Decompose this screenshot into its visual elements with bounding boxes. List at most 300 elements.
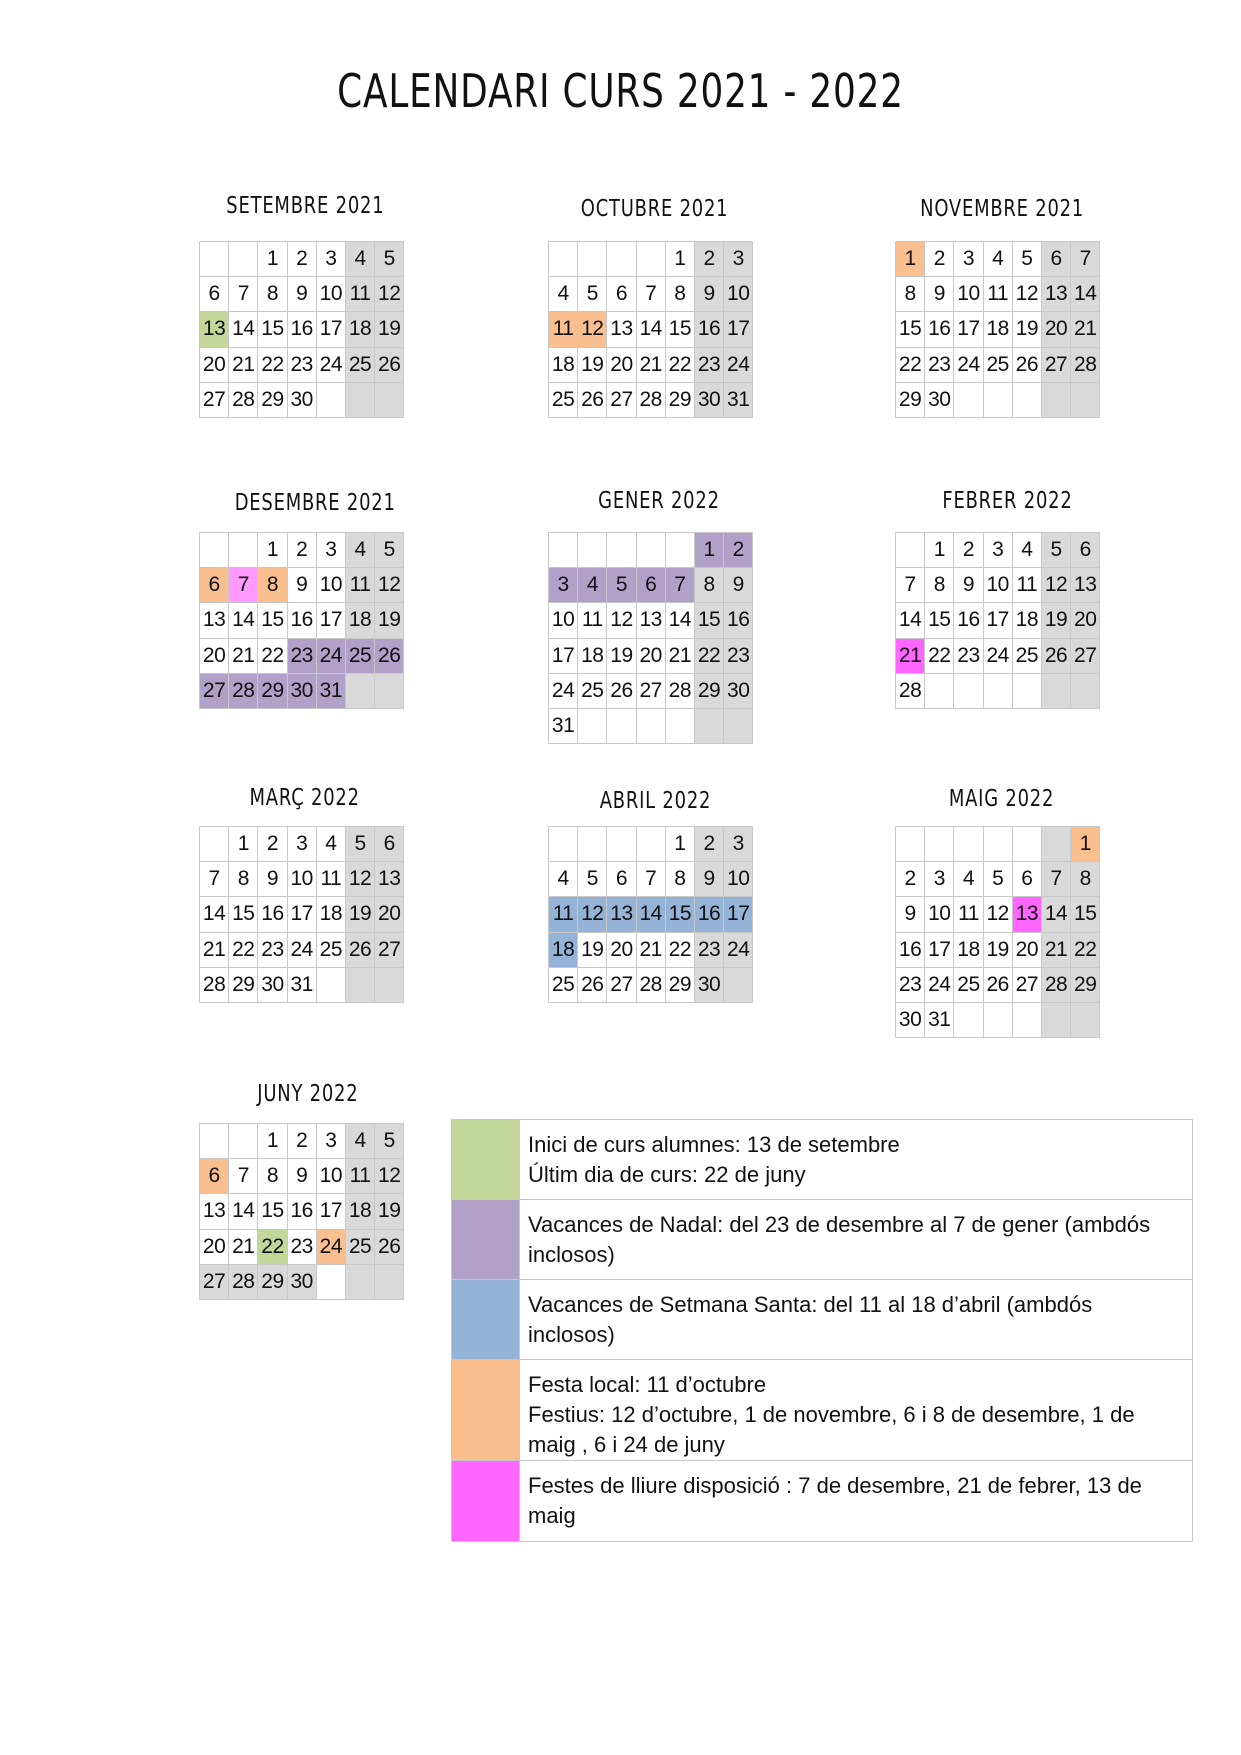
day-cell: 8 xyxy=(258,1159,287,1194)
week-row xyxy=(200,242,404,277)
day-cell: 17 xyxy=(925,932,954,967)
day-cell: 19 xyxy=(345,897,374,932)
day-cell: 19 xyxy=(375,312,404,347)
day-cell: 5 xyxy=(983,862,1012,897)
empty-cell xyxy=(925,673,954,708)
empty-cell xyxy=(200,1124,229,1159)
day-cell: 23 xyxy=(287,638,316,673)
day-cell: 11 xyxy=(1012,568,1041,603)
day-cell: 18 xyxy=(1012,603,1041,638)
week-row xyxy=(896,862,1100,897)
empty-cell xyxy=(229,242,258,277)
legend-text: Festes de lliure disposició : 7 de desembre, 21 de febrer, 13 de xyxy=(528,1473,1142,1498)
empty-cell xyxy=(1041,1002,1070,1037)
day-cell: 5 xyxy=(578,277,607,312)
month-grid xyxy=(895,826,1100,1038)
week-row xyxy=(200,568,404,603)
day-cell: 13 xyxy=(607,897,636,932)
day-cell: 7 xyxy=(1041,862,1070,897)
day-cell: 24 xyxy=(316,347,345,382)
day-cell: 27 xyxy=(1012,967,1041,1002)
legend-swatch xyxy=(452,1200,520,1280)
empty-cell xyxy=(375,1264,404,1299)
day-cell: 27 xyxy=(1071,638,1100,673)
legend-text: Inici de curs alumnes: 13 de setembre xyxy=(528,1132,900,1157)
day-cell: 24 xyxy=(316,1229,345,1264)
day-cell: 6 xyxy=(1041,242,1070,277)
day-cell: 4 xyxy=(549,277,578,312)
day-cell: 18 xyxy=(345,312,374,347)
day-cell: 6 xyxy=(200,1159,229,1194)
day-cell: 10 xyxy=(724,277,753,312)
day-cell: 10 xyxy=(316,568,345,603)
day-cell: 22 xyxy=(229,932,258,967)
day-cell: 23 xyxy=(896,967,925,1002)
empty-cell xyxy=(316,382,345,417)
month-title: JUNY 2022 xyxy=(257,1081,359,1107)
day-cell: 17 xyxy=(316,1194,345,1229)
day-cell: 22 xyxy=(694,638,723,673)
legend-text: Vacances de Nadal: del 23 de desembre al 7 de gener (ambdós xyxy=(528,1212,1151,1237)
day-cell: 4 xyxy=(549,862,578,897)
week-row xyxy=(549,533,753,568)
day-cell: 17 xyxy=(724,312,753,347)
day-cell: 9 xyxy=(694,277,723,312)
day-cell: 7 xyxy=(636,862,665,897)
day-cell: 4 xyxy=(1012,533,1041,568)
empty-cell xyxy=(549,533,578,568)
day-cell: 21 xyxy=(896,638,925,673)
day-cell: 8 xyxy=(694,568,723,603)
empty-cell xyxy=(896,827,925,862)
day-cell: 28 xyxy=(1071,347,1100,382)
week-row xyxy=(896,638,1100,673)
day-cell: 16 xyxy=(954,603,983,638)
day-cell: 2 xyxy=(724,533,753,568)
month-grid xyxy=(199,532,404,709)
week-row xyxy=(896,382,1100,417)
week-row xyxy=(549,603,753,638)
day-cell: 27 xyxy=(200,673,229,708)
day-cell: 14 xyxy=(636,897,665,932)
day-cell: 2 xyxy=(287,533,316,568)
day-cell: 1 xyxy=(1071,827,1100,862)
week-row xyxy=(896,932,1100,967)
day-cell: 8 xyxy=(229,862,258,897)
day-cell: 18 xyxy=(316,897,345,932)
day-cell: 26 xyxy=(607,673,636,708)
day-cell: 30 xyxy=(287,382,316,417)
legend-swatch xyxy=(452,1120,520,1200)
day-cell: 30 xyxy=(287,1264,316,1299)
legend-text: Festa local: 11 d’octubre xyxy=(528,1372,767,1397)
month-grid xyxy=(199,1123,404,1300)
day-cell: 8 xyxy=(258,568,287,603)
day-cell: 8 xyxy=(925,568,954,603)
day-cell: 11 xyxy=(345,1159,374,1194)
week-row xyxy=(896,967,1100,1002)
day-cell: 12 xyxy=(578,312,607,347)
week-row xyxy=(200,1124,404,1159)
legend xyxy=(451,1119,1193,1542)
day-cell: 19 xyxy=(375,1194,404,1229)
day-cell: 29 xyxy=(665,967,694,1002)
day-cell: 10 xyxy=(316,277,345,312)
day-cell: 24 xyxy=(316,638,345,673)
month-title: OCTUBRE 2021 xyxy=(581,196,729,222)
legend-text: Últim dia de curs: 22 de juny xyxy=(528,1162,806,1187)
day-cell: 10 xyxy=(925,897,954,932)
day-cell: 27 xyxy=(1041,347,1070,382)
week-row xyxy=(200,1264,404,1299)
day-cell: 22 xyxy=(665,347,694,382)
day-cell: 12 xyxy=(375,1159,404,1194)
day-cell: 9 xyxy=(287,277,316,312)
month-title: FEBRER 2022 xyxy=(941,488,1073,514)
day-cell: 26 xyxy=(578,382,607,417)
day-cell: 3 xyxy=(724,242,753,277)
week-row xyxy=(200,827,404,862)
empty-cell xyxy=(229,1124,258,1159)
day-cell: 1 xyxy=(258,533,287,568)
day-cell: 1 xyxy=(229,827,258,862)
day-cell: 18 xyxy=(345,603,374,638)
week-row xyxy=(200,673,404,708)
empty-cell xyxy=(1071,382,1100,417)
day-cell: 3 xyxy=(549,568,578,603)
month-grid xyxy=(895,241,1100,418)
day-cell: 1 xyxy=(925,533,954,568)
day-cell: 24 xyxy=(724,932,753,967)
day-cell: 8 xyxy=(896,277,925,312)
week-row xyxy=(200,1159,404,1194)
empty-cell xyxy=(983,382,1012,417)
day-cell: 30 xyxy=(694,967,723,1002)
day-cell: 5 xyxy=(607,568,636,603)
day-cell: 7 xyxy=(636,277,665,312)
month-title: SETEMBRE 2021 xyxy=(225,193,385,219)
month-title: GENER 2022 xyxy=(598,488,720,514)
day-cell: 12 xyxy=(607,603,636,638)
day-cell: 6 xyxy=(636,568,665,603)
week-row xyxy=(549,673,753,708)
day-cell: 15 xyxy=(258,312,287,347)
day-cell: 1 xyxy=(665,242,694,277)
day-cell: 28 xyxy=(229,1264,258,1299)
day-cell: 28 xyxy=(636,967,665,1002)
empty-cell xyxy=(607,827,636,862)
empty-cell xyxy=(578,708,607,743)
day-cell: 6 xyxy=(200,568,229,603)
day-cell: 6 xyxy=(607,277,636,312)
day-cell: 2 xyxy=(925,242,954,277)
week-row xyxy=(896,673,1100,708)
day-cell: 26 xyxy=(578,967,607,1002)
day-cell: 5 xyxy=(375,242,404,277)
empty-cell xyxy=(549,827,578,862)
empty-cell xyxy=(345,673,374,708)
day-cell: 30 xyxy=(287,673,316,708)
empty-cell xyxy=(636,708,665,743)
day-cell: 7 xyxy=(229,1159,258,1194)
week-row xyxy=(200,533,404,568)
legend-row xyxy=(452,1461,1193,1542)
week-row xyxy=(549,897,753,932)
day-cell: 4 xyxy=(345,1124,374,1159)
day-cell: 17 xyxy=(549,638,578,673)
day-cell: 11 xyxy=(316,862,345,897)
day-cell: 27 xyxy=(607,967,636,1002)
empty-cell xyxy=(578,827,607,862)
day-cell: 23 xyxy=(925,347,954,382)
day-cell: 6 xyxy=(607,862,636,897)
day-cell: 7 xyxy=(229,568,258,603)
empty-cell xyxy=(665,533,694,568)
day-cell: 16 xyxy=(287,603,316,638)
day-cell: 9 xyxy=(954,568,983,603)
day-cell: 23 xyxy=(954,638,983,673)
day-cell: 9 xyxy=(258,862,287,897)
empty-cell xyxy=(607,533,636,568)
day-cell: 4 xyxy=(345,533,374,568)
day-cell: 26 xyxy=(983,967,1012,1002)
empty-cell xyxy=(896,533,925,568)
day-cell: 25 xyxy=(578,673,607,708)
day-cell: 29 xyxy=(258,382,287,417)
week-row xyxy=(200,862,404,897)
day-cell: 7 xyxy=(200,862,229,897)
month-title: NOVEMBRE 2021 xyxy=(920,196,1084,222)
day-cell: 15 xyxy=(896,312,925,347)
empty-cell xyxy=(665,708,694,743)
day-cell: 28 xyxy=(896,673,925,708)
day-cell: 2 xyxy=(896,862,925,897)
day-cell: 22 xyxy=(258,347,287,382)
month-grid xyxy=(895,532,1100,709)
day-cell: 29 xyxy=(258,673,287,708)
day-cell: 16 xyxy=(694,312,723,347)
day-cell: 7 xyxy=(896,568,925,603)
day-cell: 12 xyxy=(1041,568,1070,603)
empty-cell xyxy=(375,967,404,1002)
day-cell: 24 xyxy=(549,673,578,708)
day-cell: 15 xyxy=(665,897,694,932)
day-cell: 24 xyxy=(925,967,954,1002)
day-cell: 16 xyxy=(287,1194,316,1229)
month-title: DESEMBRE 2021 xyxy=(234,490,396,516)
day-cell: 17 xyxy=(954,312,983,347)
day-cell: 4 xyxy=(954,862,983,897)
day-cell: 21 xyxy=(229,638,258,673)
empty-cell xyxy=(636,827,665,862)
empty-cell xyxy=(954,1002,983,1037)
day-cell: 17 xyxy=(287,897,316,932)
day-cell: 6 xyxy=(375,827,404,862)
day-cell: 28 xyxy=(636,382,665,417)
day-cell: 14 xyxy=(1041,897,1070,932)
day-cell: 22 xyxy=(1071,932,1100,967)
week-row xyxy=(549,277,753,312)
day-cell: 29 xyxy=(665,382,694,417)
empty-cell xyxy=(983,673,1012,708)
empty-cell xyxy=(549,242,578,277)
day-cell: 24 xyxy=(724,347,753,382)
day-cell: 18 xyxy=(345,1194,374,1229)
empty-cell xyxy=(578,533,607,568)
day-cell: 26 xyxy=(375,638,404,673)
day-cell: 15 xyxy=(694,603,723,638)
week-row xyxy=(200,1194,404,1229)
day-cell: 26 xyxy=(345,932,374,967)
day-cell: 3 xyxy=(316,1124,345,1159)
day-cell: 22 xyxy=(665,932,694,967)
day-cell: 25 xyxy=(345,347,374,382)
day-cell: 22 xyxy=(258,638,287,673)
day-cell: 25 xyxy=(345,1229,374,1264)
day-cell: 9 xyxy=(925,277,954,312)
empty-cell xyxy=(345,382,374,417)
legend-swatch xyxy=(452,1360,520,1461)
day-cell: 5 xyxy=(375,1124,404,1159)
month-title: MARÇ 2022 xyxy=(249,785,361,811)
day-cell: 25 xyxy=(549,382,578,417)
empty-cell xyxy=(925,827,954,862)
day-cell: 14 xyxy=(1071,277,1100,312)
day-cell: 25 xyxy=(1012,638,1041,673)
day-cell: 29 xyxy=(258,1264,287,1299)
empty-cell xyxy=(954,673,983,708)
day-cell: 3 xyxy=(954,242,983,277)
legend-text: Vacances de Setmana Santa: del 11 al 18 d’abril (ambdós xyxy=(528,1292,1093,1317)
empty-cell xyxy=(229,533,258,568)
day-cell: 13 xyxy=(200,312,229,347)
day-cell: 22 xyxy=(925,638,954,673)
day-cell: 21 xyxy=(636,932,665,967)
day-cell: 10 xyxy=(287,862,316,897)
week-row xyxy=(200,312,404,347)
day-cell: 12 xyxy=(578,897,607,932)
day-cell: 30 xyxy=(694,382,723,417)
day-cell: 13 xyxy=(200,603,229,638)
day-cell: 15 xyxy=(258,1194,287,1229)
day-cell: 17 xyxy=(316,312,345,347)
week-row xyxy=(896,603,1100,638)
day-cell: 23 xyxy=(694,347,723,382)
empty-cell xyxy=(345,967,374,1002)
week-row xyxy=(896,242,1100,277)
day-cell: 31 xyxy=(925,1002,954,1037)
day-cell: 5 xyxy=(1012,242,1041,277)
day-cell: 6 xyxy=(200,277,229,312)
legend-row xyxy=(452,1360,1193,1461)
week-row xyxy=(549,347,753,382)
day-cell: 4 xyxy=(316,827,345,862)
week-row xyxy=(200,638,404,673)
day-cell: 21 xyxy=(1071,312,1100,347)
day-cell: 30 xyxy=(925,382,954,417)
week-row xyxy=(200,382,404,417)
legend-row xyxy=(452,1200,1193,1280)
week-row xyxy=(549,932,753,967)
day-cell: 28 xyxy=(200,967,229,1002)
empty-cell xyxy=(200,242,229,277)
day-cell: 23 xyxy=(258,932,287,967)
day-cell: 13 xyxy=(375,862,404,897)
day-cell: 3 xyxy=(724,827,753,862)
week-row xyxy=(200,277,404,312)
month-grid xyxy=(548,532,753,744)
day-cell: 21 xyxy=(229,1229,258,1264)
day-cell: 19 xyxy=(1041,603,1070,638)
day-cell: 11 xyxy=(345,568,374,603)
week-row xyxy=(896,533,1100,568)
day-cell: 16 xyxy=(724,603,753,638)
day-cell: 5 xyxy=(345,827,374,862)
empty-cell xyxy=(1041,382,1070,417)
week-row xyxy=(549,827,753,862)
empty-cell xyxy=(636,533,665,568)
day-cell: 30 xyxy=(724,673,753,708)
day-cell: 10 xyxy=(954,277,983,312)
day-cell: 28 xyxy=(229,382,258,417)
day-cell: 31 xyxy=(724,382,753,417)
day-cell: 2 xyxy=(694,242,723,277)
day-cell: 9 xyxy=(287,568,316,603)
day-cell: 14 xyxy=(665,603,694,638)
empty-cell xyxy=(607,708,636,743)
week-row xyxy=(549,242,753,277)
day-cell: 20 xyxy=(200,347,229,382)
month-grid xyxy=(199,241,404,418)
day-cell: 22 xyxy=(896,347,925,382)
legend-text: maig xyxy=(528,1503,576,1528)
week-row xyxy=(200,967,404,1002)
day-cell: 21 xyxy=(229,347,258,382)
day-cell: 21 xyxy=(665,638,694,673)
day-cell: 12 xyxy=(983,897,1012,932)
day-cell: 10 xyxy=(316,1159,345,1194)
day-cell: 1 xyxy=(258,242,287,277)
day-cell: 14 xyxy=(200,897,229,932)
day-cell: 13 xyxy=(1041,277,1070,312)
day-cell: 28 xyxy=(229,673,258,708)
day-cell: 30 xyxy=(896,1002,925,1037)
day-cell: 15 xyxy=(925,603,954,638)
day-cell: 6 xyxy=(1071,533,1100,568)
day-cell: 29 xyxy=(694,673,723,708)
day-cell: 22 xyxy=(258,1229,287,1264)
empty-cell xyxy=(694,708,723,743)
page-title: CALENDARI CURS 2021 - 2022 xyxy=(337,64,904,118)
day-cell: 18 xyxy=(578,638,607,673)
empty-cell xyxy=(1012,382,1041,417)
day-cell: 27 xyxy=(200,1264,229,1299)
day-cell: 20 xyxy=(607,347,636,382)
day-cell: 2 xyxy=(694,827,723,862)
day-cell: 12 xyxy=(375,277,404,312)
day-cell: 28 xyxy=(1041,967,1070,1002)
day-cell: 23 xyxy=(287,347,316,382)
empty-cell xyxy=(724,967,753,1002)
empty-cell xyxy=(1071,1002,1100,1037)
week-row xyxy=(549,967,753,1002)
day-cell: 11 xyxy=(954,897,983,932)
empty-cell xyxy=(607,242,636,277)
week-row xyxy=(200,347,404,382)
week-row xyxy=(200,603,404,638)
legend-text: inclosos) xyxy=(528,1242,615,1267)
day-cell: 17 xyxy=(316,603,345,638)
